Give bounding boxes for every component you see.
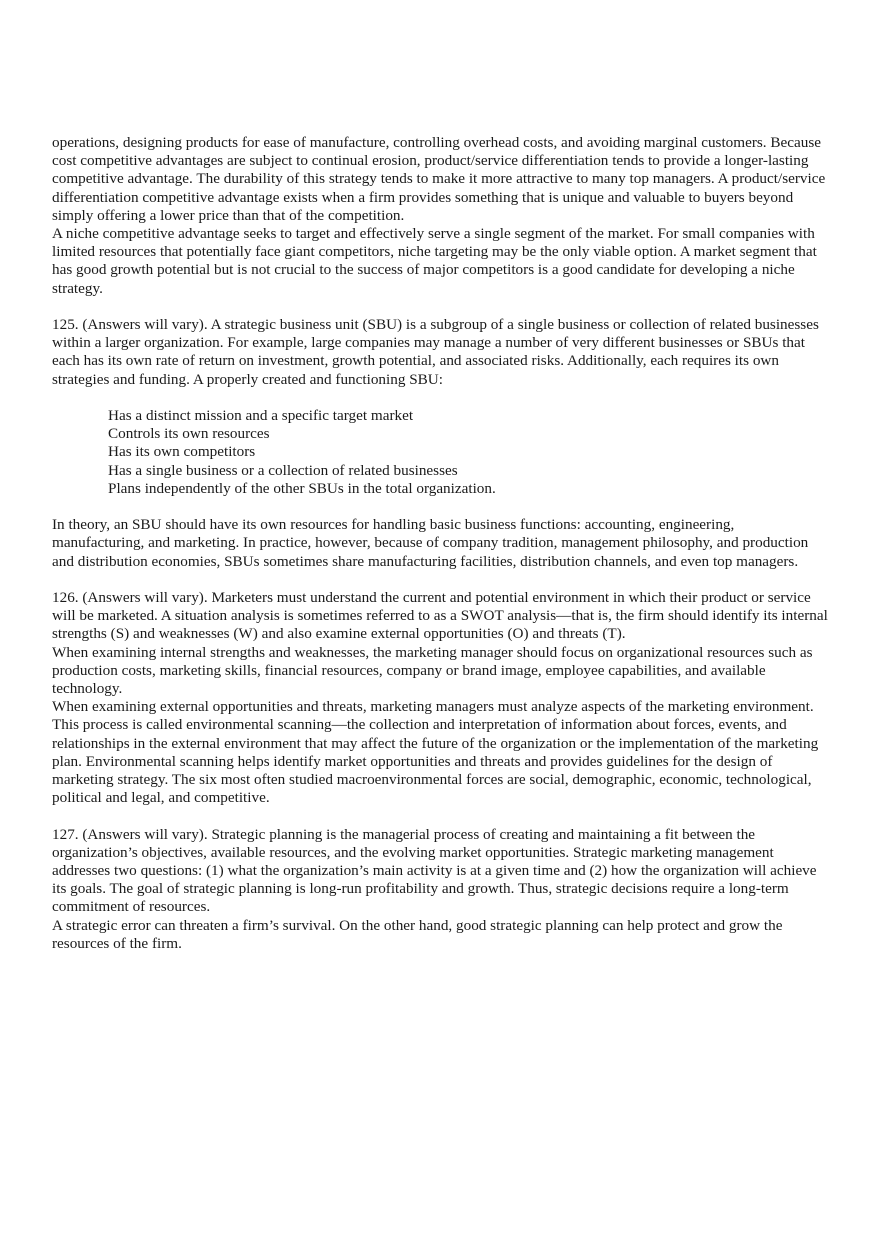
answer-126-external: When examining external opportunities and threats, marketing managers must analyze aspects of the marketing environment. This process is called environmental scanning—the collection and interpretation of information about forces, events, and relationships in the external environment that may affect the future of the organization or the implementation of the marketing plan. Environmental scanning helps identify market opportunities and threats and provides guidelines for the design of marketing strategy. The six most often studied macroenvironmental forces are social, demographic, economic, technological, political and legal, and competitive. [52,698,819,807]
answer-127-planning: 127. (Answers will vary). Strategic planning is the managerial process of creating and maintaining a fit between the organization’s objectives, available resources, and the evolving market opportunities. Strategic marketing management addresses two questions: (1) what the organization’s main activity is at a given time and (2) how the organization will achieve its goals. The goal of strategic planning is long-run profitability and growth. Thus, strategic decisions require a long-term commitment of resources. [52,825,817,916]
paragraph-niche-advantage: A niche competitive advantage seeks to target and effectively serve a single segment of the market. For small companies with limited resources that potentially face giant competitors, niche targeting may be the only viable option. A market segment that has good growth potential but is not crucial to the success of major competitors is a good candidate for developing a niche strategy. [52,225,817,297]
sbu-characteristics-list [52,407,830,498]
paragraph-spacer [52,571,830,589]
document-page [52,134,830,953]
list-item: Has a single business or a collection of related businesses [108,461,458,479]
answer-127-error: A strategic error can threaten a firm’s survival. On the other hand, good strategic planning can help protect and grow the resources of the firm. [52,916,783,952]
list-item: Has its own competitors [108,443,256,461]
list-item: Has a distinct mission and a specific target market [108,407,414,425]
paragraph-spacer [52,807,830,825]
answer-126-swot: 126. (Answers will vary). Marketers must understand the current and potential environment in which their product or service will be marketed. A situation analysis is sometimes referred to as a SWOT analysis—that is, the firm should identify its internal strengths (S) and weaknesses (W) and also examine external opportunities (O) and threats (T). [52,589,828,643]
paragraph-cost-advantage: operations, designing products for ease of manufacture, controlling overhead costs, and avoiding marginal customers. Because cost competitive advantages are subject to continual erosion, product/service differentiation tends to provide a longer-lasting competitive advantage. The durability of this strategy tends to make it more attractive to many top managers. A product/service differentiation competitive advantage exists when a firm provides something that is unique and valuable to buyers beyond simply offering a lower price than that of the competition. [52,134,826,224]
paragraph-spacer [52,498,830,516]
answer-125-intro: 125. (Answers will vary). A strategic business unit (SBU) is a subgroup of a single business or collection of related businesses within a larger organization. For example, large companies may manage a number of very different businesses or SBUs that each has its own rate of return on investment, growth potential, and associated risks. Additionally, each requires its own strategies and funding. A properly created and functioning SBU: [52,316,819,388]
list-item: Controls its own resources [108,425,270,443]
paragraph-spacer [52,298,830,316]
paragraph-spacer [52,389,830,407]
answer-126-internal: When examining internal strengths and weaknesses, the marketing manager should focus on organizational resources such as production costs, marketing skills, financial resources, company or brand image, employee capabilities, and available technology. [52,643,813,698]
list-item: Plans independently of the other SBUs in the total organization. [108,479,496,497]
answer-125-outro: In theory, an SBU should have its own resources for handling basic business functions: accounting, engineering, manufacturing, and marketing. In practice, however, because of company tradition, management philosophy, and production and distribution economies, SBUs sometimes share manufacturing facilities, distribution channels, and even top managers. [52,516,809,570]
